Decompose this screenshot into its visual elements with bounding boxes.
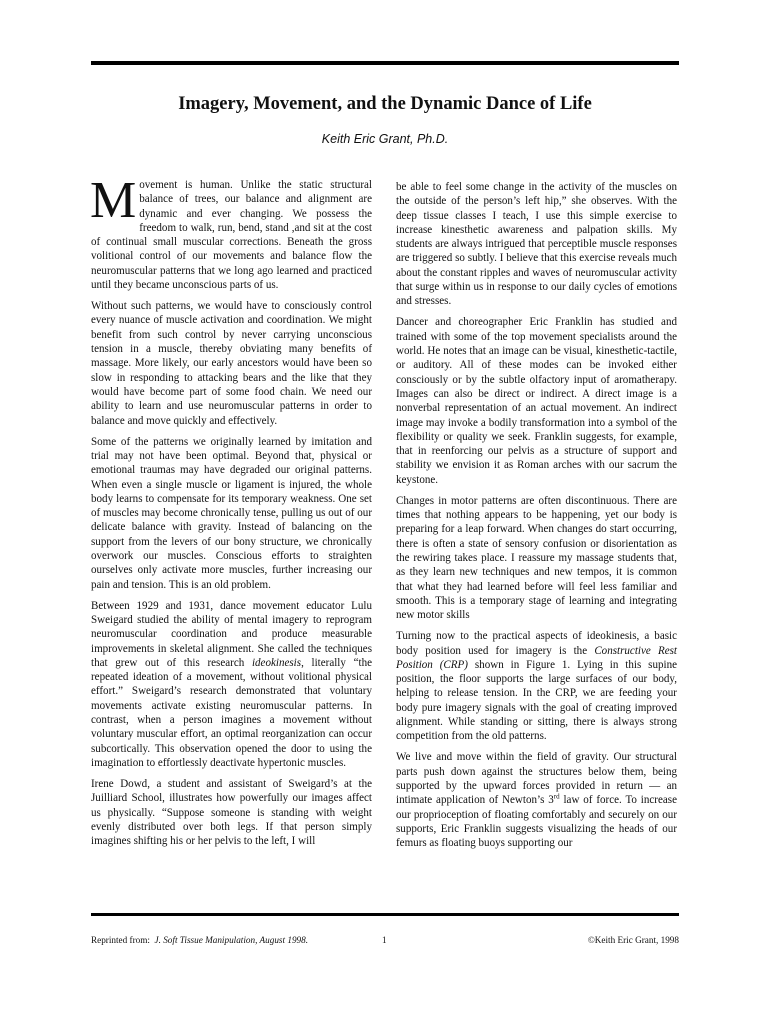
- bottom-rule: [91, 913, 679, 916]
- left-column: [90, 172, 372, 855]
- term-ideokinesis: ideokinesis: [251, 656, 302, 669]
- paragraph: Dancer and choreographer Eric Franklin has studied and trained with some of the top movement specialists around the world. He notes that an image can be visual, kinesthetic-tactile, or auditory. All of these modes can be invoked either consciously or by the subtle olfactory input of aromatherapy. Images can also be direct or indirect. A direct image is a nonverbal representation of an actual movement. An indirect image may invoke a bodily transformation into a symbol of the flexibility or quality we seek. Franklin suggests, for example, that in reenforcing our pelvis as a structure of support and stability we envision it as Roman arches with our sacrum the keystone.: [396, 316, 677, 486]
- article-author: Keith Eric Grant, Ph.D.: [321, 132, 449, 146]
- paragraph-intro: [90, 172, 372, 292]
- article-title: Imagery, Movement, and the Dynamic Dance of Life: [178, 94, 592, 114]
- paragraph: We live and move within the field of gravity. Our structural parts push down against the structures below them, being supported by the upward forces provided in return — an intimate application of Newton’s 3rd law of force. To increase our proprioception of floating comfortably and securely on our supports, Eric Franklin suggests visualizing the heads of our femurs as floating buoys supporting our: [396, 751, 677, 850]
- superscript: rd: [553, 792, 560, 801]
- paragraph: Changes in motor patterns are often discontinuous. There are times that nothing appears to be happening, yet our body is preparing for a leap forward. When changes do start occurring, there is often a state of sensory confusion or disorientation as the rewiring takes place. I reassure my massage students that, as they learn new techniques and new tempos, it is common that what they had learned before will feel less familiar and smooth. This is a temporary stage of learning and integrating new motor skills: [396, 494, 677, 622]
- paragraph: Between 1929 and 1931, dance movement educator Lulu Sweigard studied the ability of mental imagery to reprogram neuromuscular coordination and produce measurable improvements in skeletal alignment. She called the techniques that grew out of this research ideokinesis, literally “the repeated ideation of a movement, without volitional physical effort.” Sweigard’s research demonstrated that voluntary movements activate existing neuromuscular patterns. In contrast, when a person imagines a movement without voluntary muscular effort, an optimal reorganization can occur subcortically. This observation opened the door to using the imagination to effortlessly deactivate hypertonic muscles.: [91, 599, 372, 769]
- term-crp: Constructive Rest Position (CRP): [396, 644, 677, 671]
- paragraph: Without such patterns, we would have to consciously control every nuance of muscle activation and coordination. We might benefit from such control by never carrying unconscious tension in a muscle, thereby obviating many benefits of massage. More likely, our early ancestors would have been so slow in responding to attacking bears and the like that they would have become part of some food chain. We need our ability to learn and use neuromuscular patterns in order to balance and move quickly and effectively.: [91, 300, 372, 427]
- top-rule: [91, 61, 679, 65]
- paragraph: Irene Dowd, a student and assistant of Sweigard’s at the Juilliard School, illustrates how powerfully our images affect us physically. “Suppose someone is standing with weight evenly distributed over both legs. If that person simply imagines shifting his or her pelvis to the left, I will: [91, 778, 372, 848]
- paragraph: be able to feel some change in the activity of the muscles on the outside of the person’s left hip,” she observes. With the deep tissue classes I teach, I use this simple exercise to increase kinesthetic awareness and palpation skills. My students are always intrigued that perceptible muscle responses are triggered so subtly. I believe that this exercise reveals much about the constant ripples and waves of neuromuscular activity that surge within us in response to our daily cycles of emotions and stresses.: [396, 181, 677, 308]
- page-number: 1: [382, 935, 387, 945]
- reprint-citation: Reprinted from: J. Soft Tissue Manipulation, August 1998.: [91, 935, 309, 945]
- paragraph: Some of the patterns we originally learned by imitation and trial may not have been optimal. Beyond that, physical or emotional traumas may have degraded our original patterns. When even a single muscle or ligament is injured, the whole body learns to compensate for its temporary weakness. One set of muscles may become chronically tense, pulling us out of our delicate balance with gravity. Instead of balancing on the support from the levers of our bony structure, we chronically overwork our muscles. Conscious efforts to straighten ourselves only activate more muscles, further increasing our pain and tension. This is an old problem.: [91, 435, 372, 591]
- paragraph-intro-text: ovement is human. Unlike the static structural balance of trees, our balance and alignment are dynamic and ever changing. We possess the freedom to walk, run, bend, stand ,and sit at the cost of continual small muscular corrections. Beneath the gross volitional control of our movements and balance flow the neuromuscular patterns that we long ago learned and practiced until they became unconscious parts of us.: [91, 179, 372, 292]
- drop-cap: M: [90, 172, 137, 229]
- right-column: [396, 180, 677, 857]
- copyright: ©Keith Eric Grant, 1998: [587, 935, 679, 945]
- paragraph: Turning now to the practical aspects of ideokinesis, a basic body position used for imagery is the Constructive Rest Position (CRP) shown in Figure 1. Lying in this supine position, the floor supports the large surfaces of our body, helping to release tension. In the CRP, we are feeding your body pure imagery signals with the goal of creating improved alignment. While standing or sitting, there is always strong competition from the old patterns.: [396, 630, 677, 743]
- journal-source: J. Soft Tissue Manipulation, August 1998.: [154, 935, 309, 945]
